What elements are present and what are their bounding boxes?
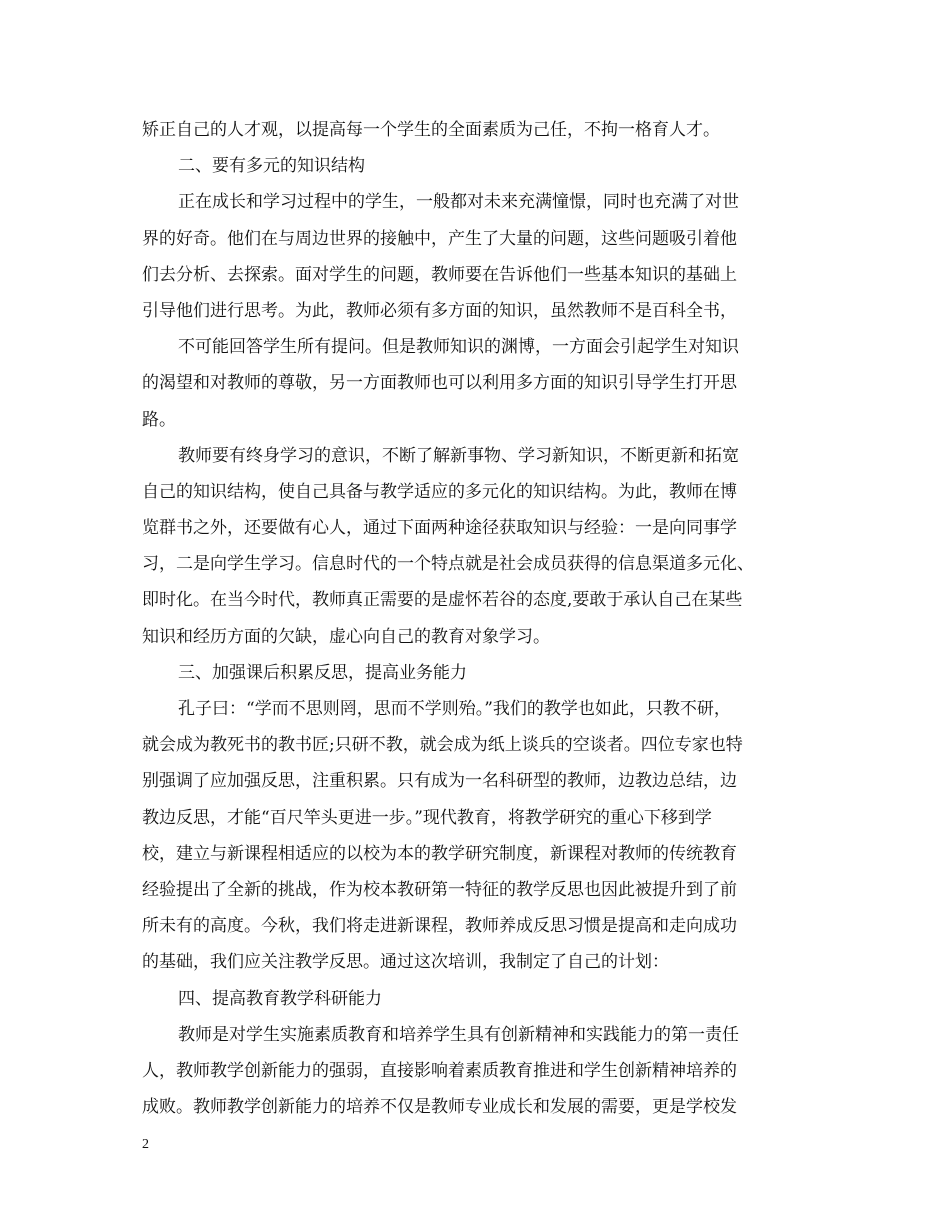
text-line: 引导他们进行思考。为此，教师必须有多方面的知识，虽然教师不是百科全书， xyxy=(142,300,737,321)
text-line: 的渴望和对教师的尊敬，另一方面教师也可以利用多方面的知识引导学生打开思 xyxy=(142,373,737,394)
text-line: 矫正自己的人才观，以提高每一个学生的全面素质为己任，不拘一格育人才。 xyxy=(142,120,720,140)
text-line: 人，教师教学创新能力的强弱，直接影响着素质教育推进和学生创新精神培养的 xyxy=(142,1060,737,1081)
text-line: 知识和经历方面的欠缺，虚心向自己的教育对象学习。 xyxy=(142,626,550,647)
text-line: 正在成长和学习过程中的学生，一般都对未来充满憧憬，同时也充满了对世 xyxy=(178,192,739,213)
text-line: 教师是对学生实施素质教育和培养学生具有创新精神和实践能力的第一责任 xyxy=(178,1024,739,1045)
text-line: 就会成为教死书的教书匠;只研不教，就会成为纸上谈兵的空谈者。四位专家也特 xyxy=(142,735,743,756)
text-line: 的基础，我们应关注教学反思。通过这次培训，我制定了自己的计划： xyxy=(142,952,669,973)
text-line: 所未有的高度。今秋，我们将走进新课程，教师养成反思习惯是提高和走向成功 xyxy=(142,916,737,937)
text-line: 路。 xyxy=(142,409,176,430)
text-line: 经验提出了全新的挑战，作为校本教研第一特征的教学反思也因此被提升到了前 xyxy=(142,879,737,900)
text-line: 二、要有多元的知识结构 xyxy=(178,156,365,177)
text-line: 四、提高教育教学科研能力 xyxy=(178,988,382,1009)
page-number: 2 xyxy=(142,1137,149,1152)
text-line: 孔子曰：“学而不思则罔，思而不学则殆。”我们的教学也如此，只教不研， xyxy=(178,699,731,719)
text-line: 不可能回答学生所有提问。但是教师知识的渊博，一方面会引起学生对知识 xyxy=(178,337,739,358)
text-line: 别强调了应加强反思，注重积累。只有成为一名科研型的教师，边教边总结，边 xyxy=(142,771,737,792)
text-line: 教边反思，才能“百尺竿头更进一步。”现代教育，将教学研究的重心下移到学 xyxy=(142,807,712,828)
text-line: 教师要有终身学习的意识，不断了解新事物、学习新知识，不断更新和拓宽 xyxy=(178,445,739,466)
text-line: 览群书之外，还要做有心人，通过下面两种途径获取知识与经验：一是向同事学 xyxy=(142,518,737,539)
document-body xyxy=(142,112,822,1125)
text-line: 三、加强课后积累反思，提高业务能力 xyxy=(178,662,467,683)
text-line: 们去分析、去探索。面对学生的问题，教师要在告诉他们一些基本知识的基础上 xyxy=(142,264,737,285)
text-line: 成败。教师教学创新能力的培养不仅是教师专业成长和发展的需要，更是学校发 xyxy=(142,1097,737,1118)
text-line: 自己的知识结构，使自己具备与教学适应的多元化的知识结构。为此，教师在博 xyxy=(142,481,737,502)
text-line: 界的好奇。他们在与周边世界的接触中，产生了大量的问题，这些问题吸引着他 xyxy=(142,228,737,249)
text-line: 习，二是向学生学习。信息时代的一个特点就是社会成员获得的信息渠道多元化、 xyxy=(142,554,754,575)
text-line: 校，建立与新课程相适应的以校为本的教学研究制度，新课程对教师的传统教育 xyxy=(142,843,737,864)
text-line: 即时化。在当今时代，教师真正需要的是虚怀若谷的态度,要敢于承认自己在某些 xyxy=(142,590,743,611)
